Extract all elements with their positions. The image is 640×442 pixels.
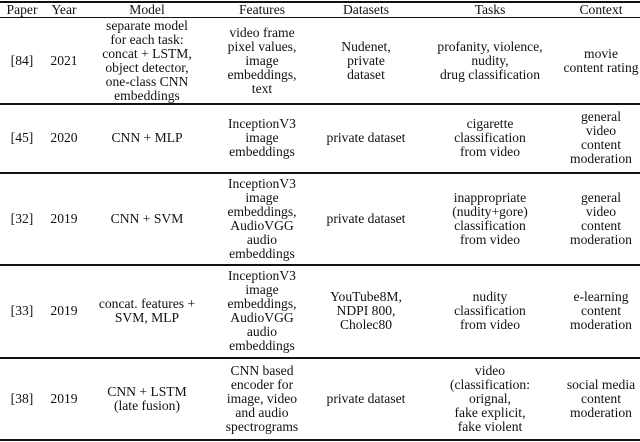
header-context: Context <box>579 2 623 17</box>
cell-tasks: cigarette classification from video <box>454 116 526 159</box>
table-row <box>0 358 640 439</box>
cell-tasks: video (classification: orignal, fake explicit, fake violent <box>449 362 531 434</box>
cell-datasets: private dataset <box>326 390 406 406</box>
header-rule <box>0 17 640 18</box>
cell-datasets: YouTube8M, NDPI 800, Cholec80 <box>330 289 402 332</box>
cell-context: movie content rating <box>563 46 639 75</box>
cell-year: 2019 <box>50 390 78 406</box>
cell-paper: [33] <box>10 303 34 318</box>
cell-paper: [45] <box>10 130 34 145</box>
cell-features: video frame pixel values, image embeddings, text <box>227 25 297 96</box>
header-datasets: Datasets <box>342 2 390 17</box>
cell-tasks: nudity classification from video <box>454 289 526 332</box>
cell-model: separate model for each task: concat + LSTM, object detector, one-class CNN embeddings <box>102 18 192 103</box>
cell-context: general video content moderation <box>570 109 632 166</box>
cell-model: CNN + SVM <box>110 210 184 226</box>
cell-paper: [32] <box>10 210 34 226</box>
header-year: Year <box>51 2 77 17</box>
table-row <box>0 104 640 172</box>
cell-datasets: Nudenet, private dataset <box>341 39 391 82</box>
cell-model: CNN + MLP <box>111 130 183 145</box>
cell-year: 2020 <box>50 130 78 145</box>
cell-tasks: profanity, violence, nudity, drug classification <box>437 39 543 82</box>
table-row <box>0 173 640 264</box>
cell-model: concat. features + SVM, MLP <box>98 296 196 325</box>
cell-year: 2019 <box>50 303 78 318</box>
header-paper: Paper <box>6 2 38 17</box>
cell-year: 2019 <box>50 210 78 226</box>
header-tasks: Tasks <box>474 2 506 17</box>
cell-tasks: inappropriate (nudity+gore) classification from video <box>452 189 528 247</box>
header-features: Features <box>238 2 286 17</box>
cell-paper: [38] <box>10 390 34 406</box>
cell-model: CNN + LSTM (late fusion) <box>107 383 187 413</box>
cell-context: general video content moderation <box>570 189 632 247</box>
cell-year: 2021 <box>50 53 78 68</box>
cell-context: social media content moderation <box>566 376 636 420</box>
cell-datasets: private dataset <box>326 210 406 226</box>
cell-context: e-learning content moderation <box>570 289 632 332</box>
header-model: Model <box>129 2 165 17</box>
cell-features: CNN based encoder for image, video and audio spectrograms <box>225 362 299 434</box>
cell-features: InceptionV3 image embeddings <box>228 116 296 159</box>
cell-features: InceptionV3 image embeddings, AudioVGG audio embeddings <box>227 268 297 353</box>
cell-datasets: private dataset <box>326 130 406 145</box>
table-row <box>0 19 640 103</box>
table-row <box>0 265 640 357</box>
header-row <box>0 3 640 17</box>
cell-paper: [84] <box>10 53 34 68</box>
cell-features: InceptionV3 image embeddings, AudioVGG audio embeddings <box>227 175 297 261</box>
bottom-rule <box>0 439 640 441</box>
